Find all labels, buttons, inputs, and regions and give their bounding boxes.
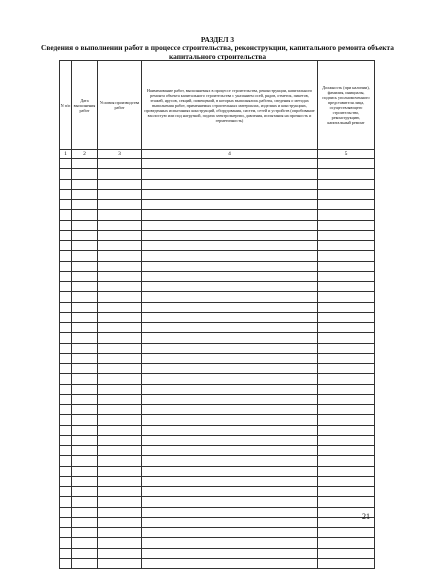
table-cell[interactable] bbox=[60, 179, 72, 189]
table-cell[interactable] bbox=[98, 302, 142, 312]
table-cell[interactable] bbox=[72, 292, 98, 302]
table-cell[interactable] bbox=[98, 425, 142, 435]
table-cell[interactable] bbox=[72, 353, 98, 363]
table-cell[interactable] bbox=[72, 425, 98, 435]
table-cell[interactable] bbox=[318, 169, 375, 179]
table-cell[interactable] bbox=[318, 497, 375, 507]
table-cell[interactable] bbox=[318, 312, 375, 322]
table-cell[interactable] bbox=[98, 179, 142, 189]
table-cell[interactable] bbox=[60, 528, 72, 538]
table-cell[interactable] bbox=[72, 312, 98, 322]
table-cell[interactable] bbox=[318, 282, 375, 292]
table-cell[interactable] bbox=[318, 189, 375, 199]
table-cell[interactable] bbox=[72, 528, 98, 538]
table-cell[interactable] bbox=[98, 394, 142, 404]
table-cell[interactable] bbox=[72, 517, 98, 527]
table-cell[interactable] bbox=[98, 333, 142, 343]
table-cell[interactable] bbox=[318, 230, 375, 240]
table-row bbox=[60, 466, 375, 476]
table-cell[interactable] bbox=[142, 425, 318, 435]
table-cell[interactable] bbox=[98, 466, 142, 476]
table-cell[interactable] bbox=[60, 271, 72, 281]
table-cell[interactable] bbox=[318, 220, 375, 230]
table-row bbox=[60, 261, 375, 271]
table-cell[interactable] bbox=[142, 312, 318, 322]
table-cell[interactable] bbox=[98, 384, 142, 394]
table-cell[interactable] bbox=[98, 241, 142, 251]
table-cell[interactable] bbox=[318, 528, 375, 538]
table-cell[interactable] bbox=[72, 497, 98, 507]
table-cell[interactable] bbox=[72, 323, 98, 333]
column-number: 5 bbox=[318, 150, 375, 159]
table-cell[interactable] bbox=[98, 364, 142, 374]
table-cell[interactable] bbox=[318, 302, 375, 312]
table-cell[interactable] bbox=[72, 210, 98, 220]
table-cell[interactable] bbox=[60, 456, 72, 466]
table-cell[interactable] bbox=[72, 282, 98, 292]
table-cell[interactable] bbox=[60, 487, 72, 497]
table-cell[interactable] bbox=[142, 230, 318, 240]
table-cell[interactable] bbox=[142, 353, 318, 363]
table-cell[interactable] bbox=[60, 302, 72, 312]
table-cell[interactable] bbox=[142, 189, 318, 199]
table-cell[interactable] bbox=[98, 159, 142, 169]
table-cell[interactable] bbox=[60, 435, 72, 445]
table-cell[interactable] bbox=[72, 374, 98, 384]
table-cell[interactable] bbox=[318, 210, 375, 220]
table-cell[interactable] bbox=[60, 333, 72, 343]
table-cell[interactable] bbox=[142, 343, 318, 353]
table-header-row bbox=[60, 61, 375, 150]
table-cell[interactable] bbox=[98, 497, 142, 507]
table-cell[interactable] bbox=[72, 384, 98, 394]
table-cell[interactable] bbox=[98, 507, 142, 517]
table-cell[interactable] bbox=[72, 476, 98, 486]
table-cell[interactable] bbox=[318, 476, 375, 486]
table-cell[interactable] bbox=[60, 343, 72, 353]
table-cell[interactable] bbox=[98, 548, 142, 558]
table-cell[interactable] bbox=[142, 456, 318, 466]
table-cell[interactable] bbox=[60, 230, 72, 240]
column-header-number: N п/п bbox=[60, 61, 72, 150]
section-subtitle: Сведения о выполнении работ в процессе строительства, реконструкции, капитального ремонта объекта капитального строительства bbox=[41, 43, 394, 61]
table-cell[interactable] bbox=[98, 446, 142, 456]
table-row bbox=[60, 384, 375, 394]
table-cell[interactable] bbox=[318, 558, 375, 568]
table-cell[interactable] bbox=[60, 220, 72, 230]
table-cell[interactable] bbox=[318, 415, 375, 425]
table-row bbox=[60, 282, 375, 292]
table-cell[interactable] bbox=[318, 435, 375, 445]
table-cell[interactable] bbox=[60, 159, 72, 169]
table-cell[interactable] bbox=[142, 179, 318, 189]
table-row bbox=[60, 435, 375, 445]
table-row bbox=[60, 292, 375, 302]
table-cell[interactable] bbox=[98, 210, 142, 220]
table-cell[interactable] bbox=[142, 415, 318, 425]
table-cell[interactable] bbox=[142, 435, 318, 445]
table-row bbox=[60, 302, 375, 312]
table-cell[interactable] bbox=[72, 261, 98, 271]
table-cell[interactable] bbox=[318, 425, 375, 435]
table-row bbox=[60, 364, 375, 374]
table-cell[interactable] bbox=[60, 261, 72, 271]
table-cell[interactable] bbox=[318, 200, 375, 210]
table-cell[interactable] bbox=[72, 558, 98, 568]
table-cell[interactable] bbox=[72, 271, 98, 281]
table-cell[interactable] bbox=[318, 323, 375, 333]
table-row bbox=[60, 558, 375, 568]
table-cell[interactable] bbox=[60, 251, 72, 261]
table-row bbox=[60, 446, 375, 456]
table-cell[interactable] bbox=[72, 200, 98, 210]
table-row bbox=[60, 374, 375, 384]
table-cell[interactable] bbox=[98, 189, 142, 199]
table-cell[interactable] bbox=[318, 456, 375, 466]
table-cell[interactable] bbox=[142, 405, 318, 415]
table-row bbox=[60, 476, 375, 486]
table-cell[interactable] bbox=[142, 251, 318, 261]
table-cell[interactable] bbox=[60, 210, 72, 220]
table-cell[interactable] bbox=[60, 415, 72, 425]
table-cell[interactable] bbox=[142, 323, 318, 333]
table-cell[interactable] bbox=[98, 261, 142, 271]
table-row bbox=[60, 220, 375, 230]
table-cell[interactable] bbox=[60, 517, 72, 527]
table-row bbox=[60, 394, 375, 404]
table-cell[interactable] bbox=[142, 517, 318, 527]
table-row bbox=[60, 333, 375, 343]
table-cell[interactable] bbox=[318, 384, 375, 394]
table-cell[interactable] bbox=[60, 241, 72, 251]
table-row bbox=[60, 405, 375, 415]
table-cell[interactable] bbox=[98, 374, 142, 384]
table-cell[interactable] bbox=[142, 446, 318, 456]
table-cell[interactable] bbox=[72, 333, 98, 343]
table-cell[interactable] bbox=[318, 394, 375, 404]
table-cell[interactable] bbox=[142, 507, 318, 517]
table-row bbox=[60, 323, 375, 333]
table-cell[interactable] bbox=[60, 558, 72, 568]
column-number: 4 bbox=[142, 150, 318, 159]
table-cell[interactable] bbox=[72, 415, 98, 425]
table-cell[interactable] bbox=[72, 189, 98, 199]
table-cell[interactable] bbox=[60, 189, 72, 199]
table-cell[interactable] bbox=[318, 487, 375, 497]
column-header-conditions: Условия производства работ bbox=[98, 61, 142, 150]
table-cell[interactable] bbox=[142, 292, 318, 302]
table-cell[interactable] bbox=[318, 241, 375, 251]
column-header-works: Наименование работ, выполняемых в процессе строительства, реконструкции, капитального ремонта объекта капитального строительства с указанием осей, рядов, отметок, пикетов, этажей, ярусов, секций, помещений, в которых выполнялись работы, сведения о методах выполнения работ, применяемых строительных материалах, изделиях и конструкциях, проведенных испытаниях конструкций, оборудования, систем, сетей и устройств (опробование вхолостую или под нагрузкой, подача электроэнергии, давления, испытания на прочность и герметичность) bbox=[142, 61, 318, 150]
table-cell[interactable] bbox=[318, 179, 375, 189]
table-row bbox=[60, 159, 375, 169]
table-cell[interactable] bbox=[60, 364, 72, 374]
table-cell[interactable] bbox=[98, 169, 142, 179]
table-cell[interactable] bbox=[142, 220, 318, 230]
table-cell[interactable] bbox=[142, 159, 318, 169]
table-cell[interactable] bbox=[98, 435, 142, 445]
table-cell[interactable] bbox=[60, 312, 72, 322]
table-cell[interactable] bbox=[142, 241, 318, 251]
table-cell[interactable] bbox=[142, 282, 318, 292]
table-row bbox=[60, 230, 375, 240]
table-cell[interactable] bbox=[318, 271, 375, 281]
table-row bbox=[60, 497, 375, 507]
table-cell[interactable] bbox=[72, 394, 98, 404]
table-cell[interactable] bbox=[142, 169, 318, 179]
table-cell[interactable] bbox=[60, 384, 72, 394]
table-cell[interactable] bbox=[318, 466, 375, 476]
table-cell[interactable] bbox=[60, 466, 72, 476]
table-cell[interactable] bbox=[60, 507, 72, 517]
table-row bbox=[60, 538, 375, 548]
table-cell[interactable] bbox=[72, 159, 98, 169]
table-cell[interactable] bbox=[142, 476, 318, 486]
table-row bbox=[60, 169, 375, 179]
table-cell[interactable] bbox=[72, 538, 98, 548]
table-cell[interactable] bbox=[60, 548, 72, 558]
table-cell[interactable] bbox=[72, 548, 98, 558]
table-cell[interactable] bbox=[98, 487, 142, 497]
table-cell[interactable] bbox=[142, 302, 318, 312]
table-row bbox=[60, 548, 375, 558]
table-cell[interactable] bbox=[98, 538, 142, 548]
table-cell[interactable] bbox=[98, 456, 142, 466]
table-cell[interactable] bbox=[72, 169, 98, 179]
table-cell[interactable] bbox=[98, 323, 142, 333]
column-number: 2 bbox=[72, 150, 98, 159]
table-cell[interactable] bbox=[98, 251, 142, 261]
table-row bbox=[60, 210, 375, 220]
table-cell[interactable] bbox=[72, 343, 98, 353]
table-cell[interactable] bbox=[72, 364, 98, 374]
table-row bbox=[60, 507, 375, 517]
table-cell[interactable] bbox=[72, 220, 98, 230]
table-cell[interactable] bbox=[60, 405, 72, 415]
section-title: РАЗДЕЛ 3 bbox=[200, 35, 235, 44]
table-cell[interactable] bbox=[98, 312, 142, 322]
table-cell[interactable] bbox=[60, 353, 72, 363]
table-cell[interactable] bbox=[60, 538, 72, 548]
works-table bbox=[59, 60, 375, 569]
table-row bbox=[60, 528, 375, 538]
table-row bbox=[60, 179, 375, 189]
table-cell[interactable] bbox=[142, 374, 318, 384]
table-cell[interactable] bbox=[98, 476, 142, 486]
table-cell[interactable] bbox=[72, 487, 98, 497]
table-cell[interactable] bbox=[72, 507, 98, 517]
table-cell[interactable] bbox=[60, 394, 72, 404]
table-cell[interactable] bbox=[72, 241, 98, 251]
table-row bbox=[60, 517, 375, 527]
table-row bbox=[60, 425, 375, 435]
table-cell[interactable] bbox=[72, 435, 98, 445]
table-cell[interactable] bbox=[98, 292, 142, 302]
table-cell[interactable] bbox=[318, 261, 375, 271]
table-cell[interactable] bbox=[98, 415, 142, 425]
table-cell[interactable] bbox=[72, 251, 98, 261]
table-cell[interactable] bbox=[60, 323, 72, 333]
table-cell[interactable] bbox=[72, 456, 98, 466]
column-numbers-row bbox=[60, 150, 375, 159]
table-cell[interactable] bbox=[142, 210, 318, 220]
table-cell[interactable] bbox=[60, 282, 72, 292]
table-cell[interactable] bbox=[98, 558, 142, 568]
table-cell[interactable] bbox=[142, 497, 318, 507]
table-cell[interactable] bbox=[98, 528, 142, 538]
table-row bbox=[60, 343, 375, 353]
table-row bbox=[60, 487, 375, 497]
table-cell[interactable] bbox=[60, 200, 72, 210]
table-cell[interactable] bbox=[72, 230, 98, 240]
table-row bbox=[60, 353, 375, 363]
table-cell[interactable] bbox=[98, 517, 142, 527]
table-cell[interactable] bbox=[318, 343, 375, 353]
table-cell[interactable] bbox=[98, 353, 142, 363]
table-cell[interactable] bbox=[318, 364, 375, 374]
table-cell[interactable] bbox=[60, 374, 72, 384]
table-cell[interactable] bbox=[60, 425, 72, 435]
table-cell[interactable] bbox=[318, 405, 375, 415]
table-cell[interactable] bbox=[60, 497, 72, 507]
table-cell[interactable] bbox=[318, 353, 375, 363]
table-cell[interactable] bbox=[72, 405, 98, 415]
table-cell[interactable] bbox=[60, 476, 72, 486]
column-number: 3 bbox=[98, 150, 142, 159]
column-header-date: Дата выполнения работ bbox=[72, 61, 98, 150]
table-cell[interactable] bbox=[142, 548, 318, 558]
table-cell[interactable] bbox=[60, 446, 72, 456]
table-cell[interactable] bbox=[142, 558, 318, 568]
table-cell[interactable] bbox=[72, 302, 98, 312]
table-cell[interactable] bbox=[142, 261, 318, 271]
table-cell[interactable] bbox=[318, 292, 375, 302]
table-cell[interactable] bbox=[98, 282, 142, 292]
table-cell[interactable] bbox=[142, 364, 318, 374]
table-row bbox=[60, 456, 375, 466]
table-cell[interactable] bbox=[72, 466, 98, 476]
table-cell[interactable] bbox=[318, 374, 375, 384]
table-row bbox=[60, 189, 375, 199]
table-cell[interactable] bbox=[142, 487, 318, 497]
table-cell[interactable] bbox=[142, 384, 318, 394]
table-cell[interactable] bbox=[98, 220, 142, 230]
table-cell[interactable] bbox=[142, 271, 318, 281]
table-cell[interactable] bbox=[318, 333, 375, 343]
table-cell[interactable] bbox=[318, 159, 375, 169]
table-cell[interactable] bbox=[142, 538, 318, 548]
page-number: 21 bbox=[362, 512, 370, 521]
table-row bbox=[60, 200, 375, 210]
table-cell[interactable] bbox=[142, 466, 318, 476]
table-row bbox=[60, 251, 375, 261]
table-cell[interactable] bbox=[60, 169, 72, 179]
table-cell[interactable] bbox=[142, 200, 318, 210]
table-row bbox=[60, 415, 375, 425]
table-row bbox=[60, 312, 375, 322]
table-cell[interactable] bbox=[60, 292, 72, 302]
table-row bbox=[60, 271, 375, 281]
table-cell[interactable] bbox=[72, 179, 98, 189]
table-cell[interactable] bbox=[98, 200, 142, 210]
table-cell[interactable] bbox=[318, 548, 375, 558]
table-row bbox=[60, 241, 375, 251]
table-cell[interactable] bbox=[142, 528, 318, 538]
column-header-signature: Должность (при наличии), фамилия, инициалы, подпись уполномоченного представителя лица, осуществляющего строительство, реконструкцию, капитальный ремонт bbox=[318, 61, 375, 150]
table-cell[interactable] bbox=[142, 333, 318, 343]
column-number: 1 bbox=[60, 150, 72, 159]
table-cell[interactable] bbox=[72, 446, 98, 456]
table-cell[interactable] bbox=[98, 343, 142, 353]
table-cell[interactable] bbox=[98, 405, 142, 415]
table-cell[interactable] bbox=[318, 538, 375, 548]
table-cell[interactable] bbox=[318, 446, 375, 456]
table-cell[interactable] bbox=[318, 251, 375, 261]
table-cell[interactable] bbox=[142, 394, 318, 404]
table-cell[interactable] bbox=[98, 271, 142, 281]
table-cell[interactable] bbox=[98, 230, 142, 240]
